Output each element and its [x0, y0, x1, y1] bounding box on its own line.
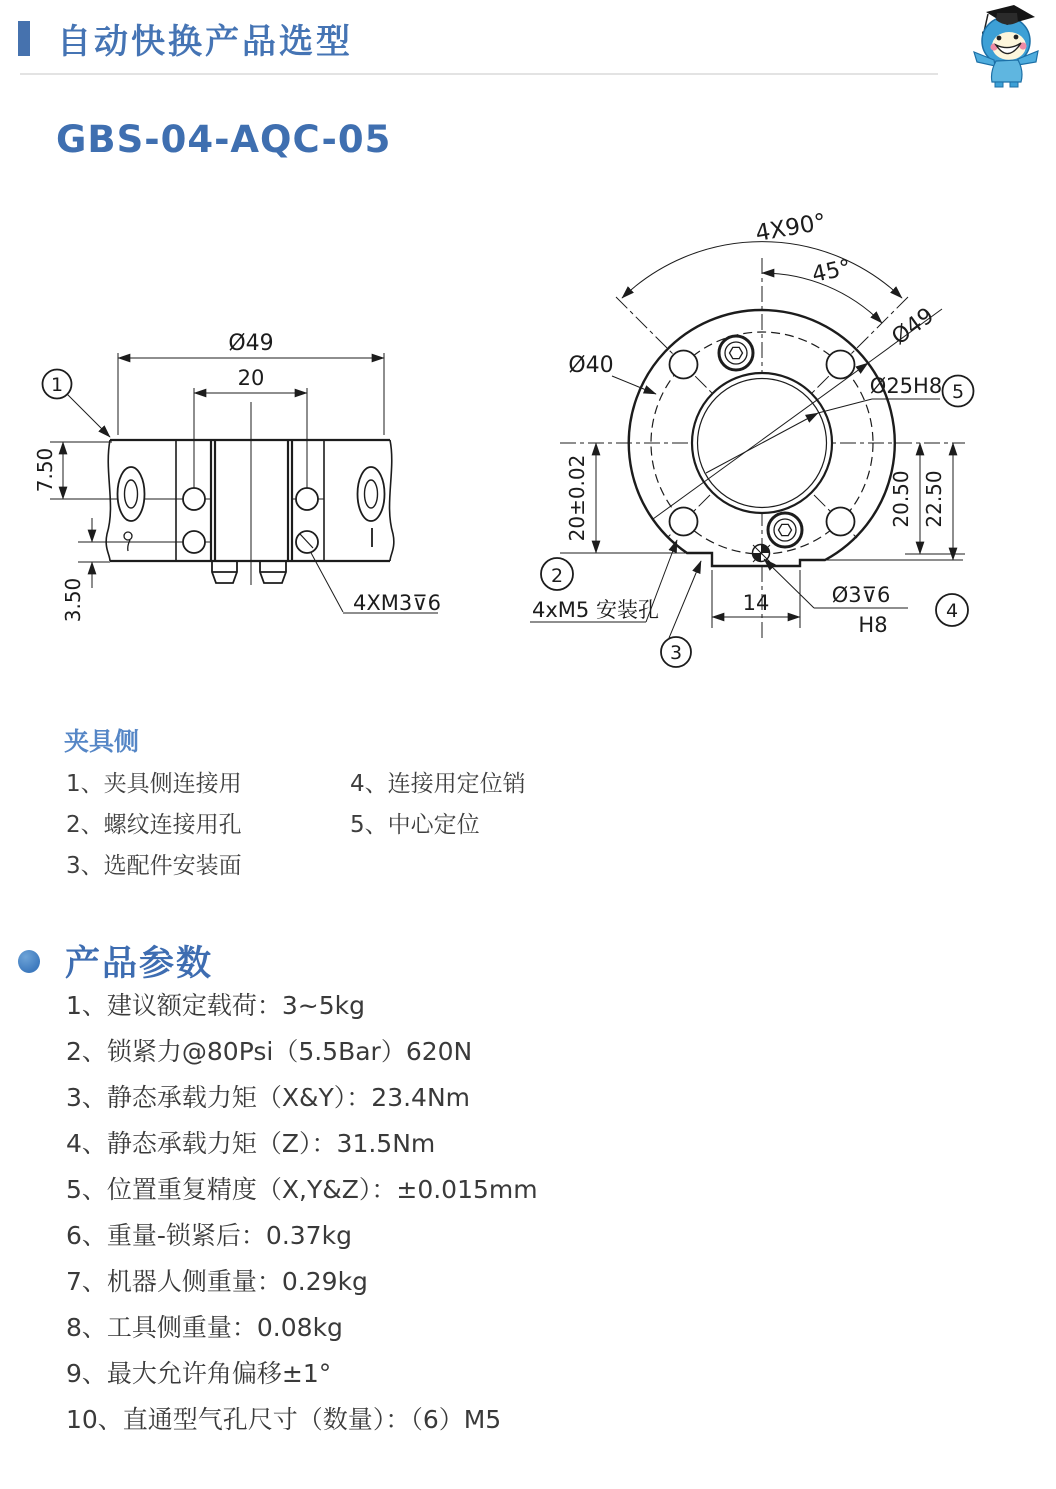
legend-item: 5、中心定位 [350, 812, 480, 838]
dim-14: 14 [742, 591, 770, 615]
params-title: 产品参数 [65, 944, 214, 984]
callout-4xm5: 4xM5 安装孔 [532, 598, 659, 622]
dim-4x90: 4X90° [753, 209, 829, 248]
legend-item: 1、夹具侧连接用 [66, 771, 242, 797]
dim-dia25h8: Ø25H8 [869, 374, 943, 398]
dim-dia49-front: Ø49 [887, 303, 939, 351]
legend-column-2 [350, 772, 526, 854]
balloon-2-label: 2 [550, 565, 564, 587]
balloon-4-label: 4 [945, 600, 959, 622]
param-item: 9、最大允许角偏移±1° [66, 1359, 332, 1388]
side-view [43, 353, 439, 613]
legend-title: 夹具侧 [64, 727, 140, 756]
dim-45: 45° [809, 255, 854, 288]
model-name: GBS-04-AQC-05 [56, 118, 392, 161]
legend-column-1 [66, 772, 242, 895]
dim-dia40: Ø40 [568, 353, 614, 378]
params-list [66, 993, 538, 1453]
param-item: 1、建议额定载荷：3~5kg [66, 991, 366, 1020]
dim-dia49-side: Ø49 [228, 331, 274, 356]
page-title: 自动快换产品选型 [57, 22, 353, 62]
param-item: 6、重量-锁紧后：0.37kg [66, 1221, 352, 1250]
param-item: 7、机器人侧重量：0.29kg [66, 1267, 368, 1296]
callout-h8: H8 [858, 613, 888, 637]
param-item: 4、静态承载力矩（Z）：31.5Nm [66, 1129, 436, 1158]
dim-20: 20 [237, 366, 265, 390]
legend-item: 4、连接用定位销 [350, 771, 526, 797]
header-accent-bar [18, 21, 30, 56]
bullet-icon [18, 950, 40, 973]
param-item: 10、直通型气孔尺寸（数量）：（6）M5 [66, 1405, 502, 1434]
balloon-3-label: 3 [669, 642, 683, 664]
param-item: 5、位置重复精度（X,Y&Z）：±0.015mm [66, 1175, 538, 1204]
header-divider [20, 73, 938, 75]
balloon-5-label: 5 [951, 381, 965, 403]
balloon-1-label: 1 [50, 374, 64, 396]
legend-item: 3、选配件安装面 [66, 853, 242, 879]
dim-7-50: 7.50 [33, 447, 57, 493]
dim-20-tol: 20±0.02 [565, 454, 589, 542]
mascot-icon [962, 4, 1047, 96]
dim-20-50: 20.50 [889, 470, 913, 528]
dim-3-50: 3.50 [61, 577, 85, 623]
callout-dia3: Ø3⊽6 [831, 583, 891, 607]
param-item: 8、工具侧重量：0.08kg [66, 1313, 343, 1342]
technical-drawings [20, 195, 1020, 695]
callout-4xm3: 4XM3⊽6 [353, 591, 441, 615]
param-item: 2、锁紧力@80Psi（5.5Bar）620N [66, 1037, 473, 1066]
dim-22-50: 22.50 [922, 470, 946, 528]
param-item: 3、静态承载力矩（X&Y）：23.4Nm [66, 1083, 471, 1112]
params-header [18, 936, 213, 986]
legend-item: 2、螺纹连接用孔 [66, 812, 242, 838]
